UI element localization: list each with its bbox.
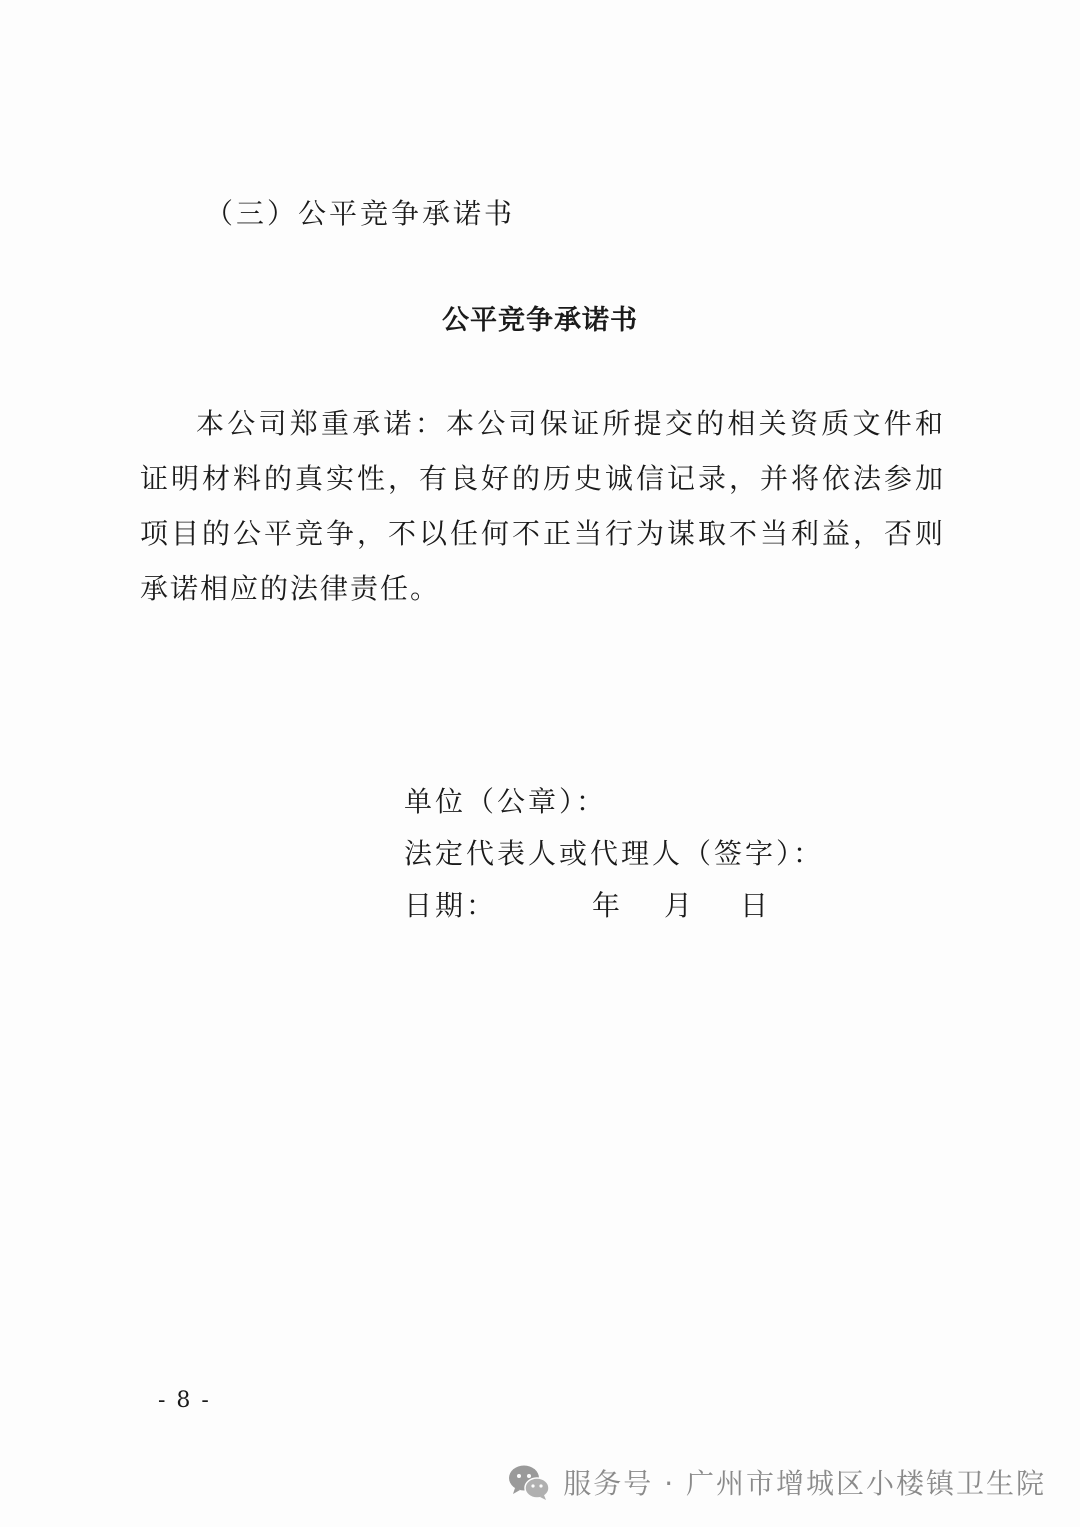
signature-block — [404, 776, 824, 932]
representative-signature-line: 法定代表人或代理人（签字）： — [404, 837, 825, 870]
day-label: 日 — [740, 889, 772, 922]
month-label: 月 — [664, 889, 696, 922]
document-title: 公平竞争承诺书 — [442, 305, 638, 336]
date-line — [404, 880, 824, 932]
year-label: 年 — [592, 889, 624, 922]
watermark-text: 服务号 · 广州市增城区小楼镇卫生院 — [563, 1467, 1046, 1500]
wechat-icon — [507, 1463, 551, 1501]
commitment-body: 本公司郑重承诺：本公司保证所提交的相关资质文件和证明材料的真实性，有良好的历史诚信记录，并将依法参加项目的公平竞争，不以任何不正当行为谋取不当利益，否则承诺相应的法律责任。 — [140, 407, 945, 605]
page-number: - 8 - — [158, 1388, 211, 1413]
section-heading: （三）公平竞争承诺书 — [205, 197, 516, 230]
date-label: 日期： — [404, 889, 498, 922]
unit-seal-line: 单位（公章）： — [404, 785, 608, 818]
watermark — [507, 1462, 1046, 1502]
